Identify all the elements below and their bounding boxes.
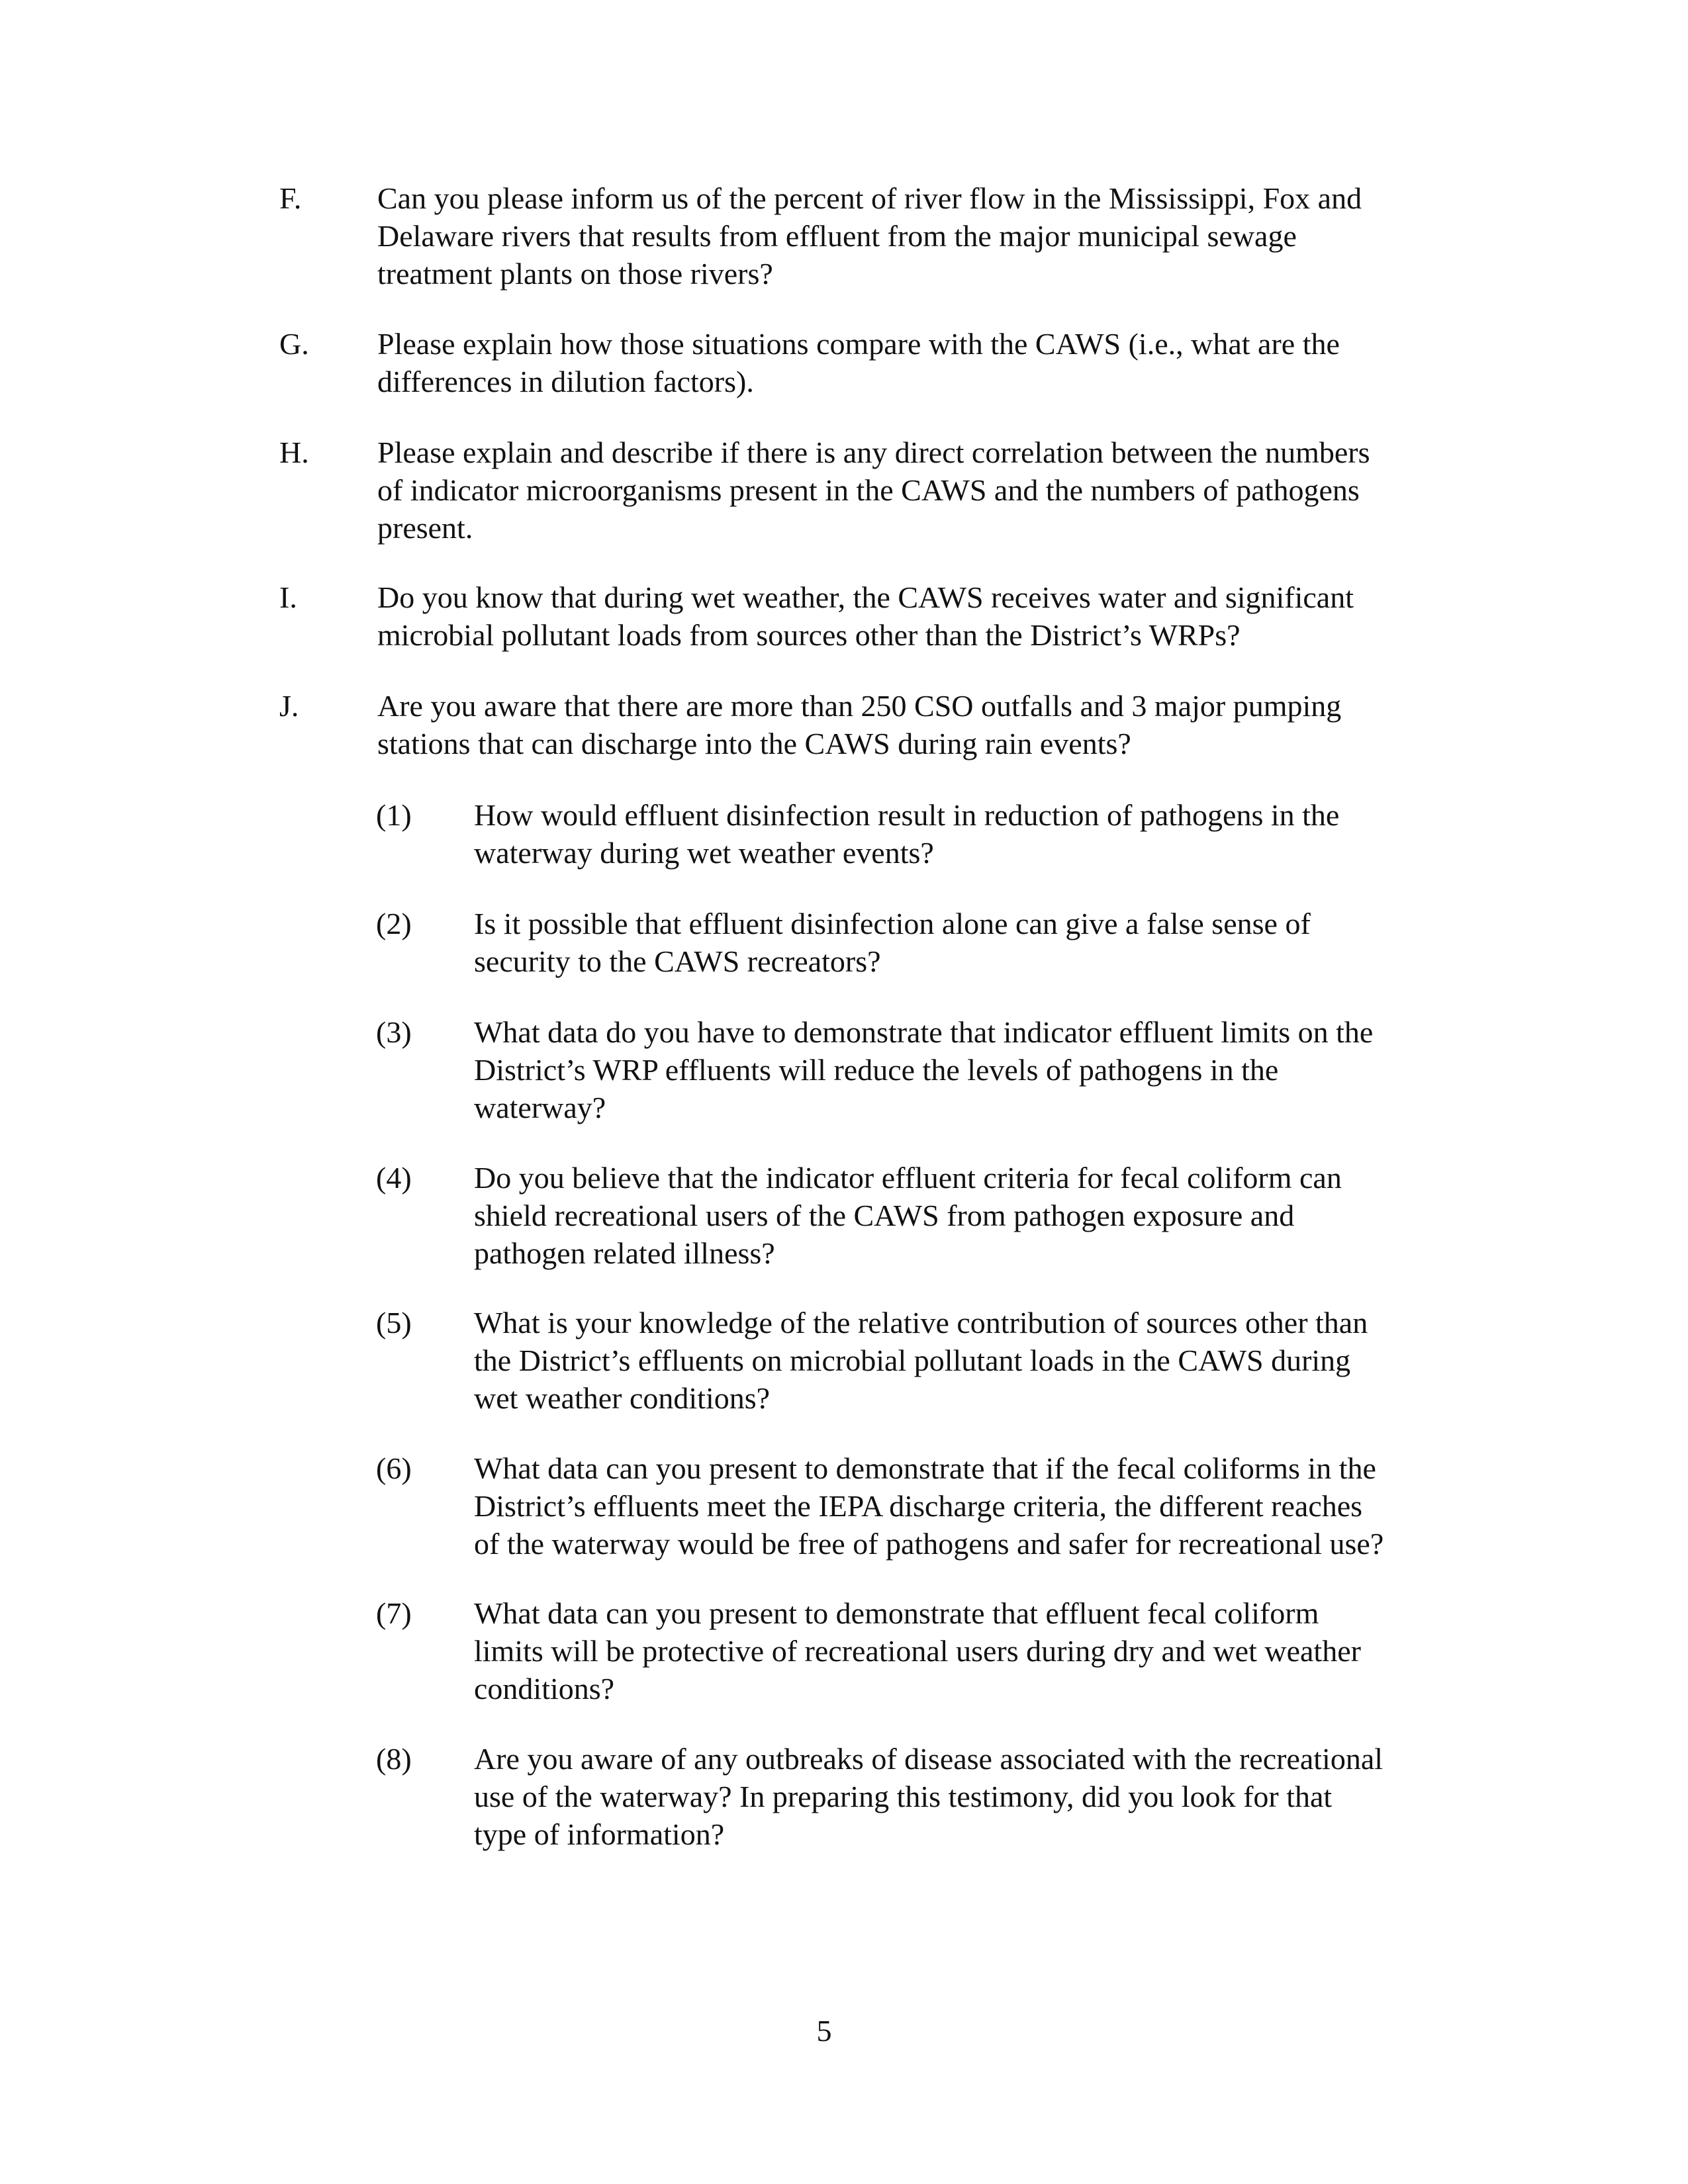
text-line: conditions? (474, 1672, 615, 1706)
text-line: stations that can discharge into the CAWS during rain events? (377, 727, 1131, 760)
text-line: the District’s effluents on microbial pollutant loads in the CAWS during (474, 1343, 1351, 1377)
text-line: Are you aware that there are more than 250 CSO outfalls and 3 major pumping (377, 689, 1342, 723)
subquestion-text (474, 905, 1467, 980)
subquestion-text (474, 1449, 1467, 1563)
subquestion-label: (4) (376, 1161, 412, 1195)
question-label: G. (279, 327, 309, 361)
text-line: Do you believe that the indicator effluent criteria for fecal coliform can (474, 1161, 1342, 1195)
subquestion-text (474, 1013, 1467, 1126)
text-line: of indicator microorganisms present in the CAWS and the numbers of pathogens (377, 473, 1360, 507)
question-label: J. (279, 689, 299, 723)
text-line: District’s effluents meet the IEPA discharge criteria, the different reaches (474, 1489, 1363, 1523)
text-line: Please explain and describe if there is any direct correlation between the numbers (377, 435, 1370, 469)
question-text (377, 578, 1463, 654)
subquestion-text (474, 1740, 1467, 1853)
text-line: type of information? (474, 1817, 725, 1851)
question-label: I. (279, 580, 297, 614)
subquestion-label: (8) (376, 1742, 412, 1776)
subquestion-label: (7) (376, 1596, 412, 1630)
text-line: What data can you present to demonstrate that effluent fecal coliform (474, 1596, 1319, 1630)
text-line: use of the waterway? In preparing this testimony, did you look for that (474, 1780, 1333, 1813)
text-line: present. (377, 511, 473, 545)
text-line: What data can you present to demonstrate that if the fecal coliforms in the (474, 1451, 1376, 1485)
subquestion-text (474, 796, 1467, 872)
subquestion-text (474, 1159, 1467, 1272)
text-line: Are you aware of any outbreaks of disease associated with the recreational (474, 1742, 1383, 1776)
question-label: F. (279, 181, 302, 215)
text-line: What data do you have to demonstrate that indicator effluent limits on the (474, 1015, 1374, 1049)
text-line: microbial pollutant loads from sources other than the District’s WRPs? (377, 618, 1241, 652)
subquestion-label: (3) (376, 1015, 412, 1049)
text-line: wet weather conditions? (474, 1381, 771, 1415)
subquestion-label: (6) (376, 1451, 412, 1485)
subquestion-label: (1) (376, 798, 412, 832)
text-line: District’s WRP effluents will reduce the levels of pathogens in the (474, 1053, 1279, 1087)
subquestion-text (474, 1304, 1467, 1417)
text-line: Please explain how those situations compare with the CAWS (i.e., what are the (377, 327, 1340, 361)
text-line: Can you please inform us of the percent of river flow in the Mississippi, Fox and (377, 181, 1362, 215)
text-line: Is it possible that effluent disinfection alone can give a false sense of (474, 907, 1311, 940)
text-line: limits will be protective of recreational users during dry and wet weather (474, 1634, 1361, 1668)
text-line: Do you know that during wet weather, the CAWS receives water and significant (377, 580, 1354, 614)
question-text (377, 433, 1463, 547)
text-line: pathogen related illness? (474, 1236, 775, 1270)
text-line: of the waterway would be free of pathogens and safer for recreational use? (474, 1527, 1384, 1561)
page-number: 5 (816, 2014, 832, 2048)
text-line: waterway during wet weather events? (474, 836, 934, 870)
text-line: treatment plants on those rivers? (377, 257, 773, 291)
subquestion-label: (2) (376, 907, 412, 940)
text-line: How would effluent disinfection result in reduction of pathogens in the (474, 798, 1340, 832)
text-line: waterway? (474, 1091, 606, 1124)
text-line: Delaware rivers that results from effluent from the major municipal sewage (377, 219, 1297, 253)
subquestion-label: (5) (376, 1306, 412, 1340)
question-text (377, 325, 1463, 400)
question-label: H. (279, 435, 309, 469)
text-line: security to the CAWS recreators? (474, 944, 881, 978)
text-line: shield recreational users of the CAWS from pathogen exposure and (474, 1199, 1295, 1232)
question-text (377, 179, 1463, 293)
text-line: differences in dilution factors). (377, 365, 754, 398)
subquestion-text (474, 1594, 1467, 1707)
text-line: What is your knowledge of the relative contribution of sources other than (474, 1306, 1368, 1340)
question-text (377, 687, 1463, 762)
